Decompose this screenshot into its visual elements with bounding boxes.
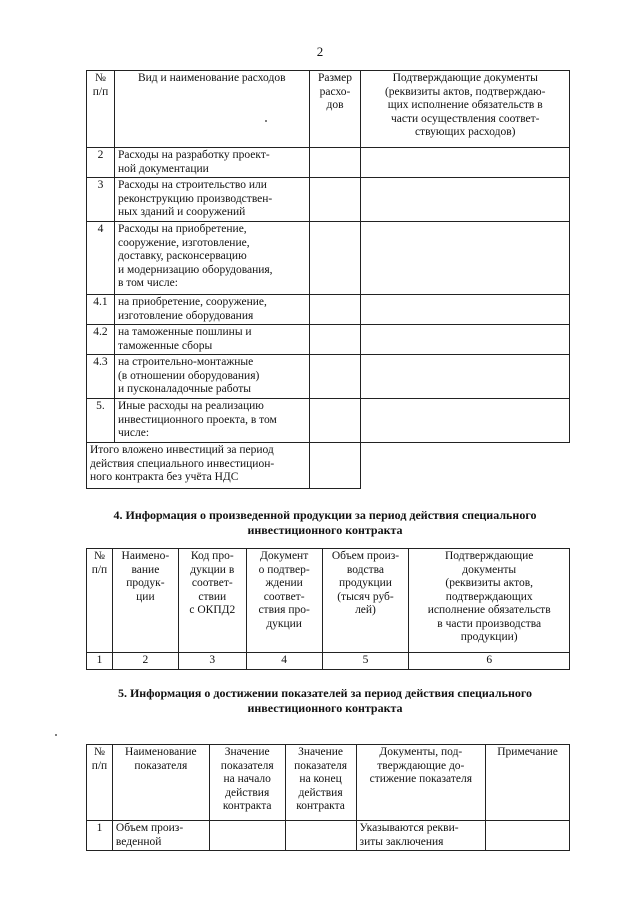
expenses-table [86, 70, 570, 489]
col-number-4: 4 [246, 653, 322, 670]
table-row [87, 295, 570, 325]
table-row [87, 399, 570, 443]
row-number: 5. [87, 399, 115, 443]
col-number-3: 3 [178, 653, 246, 670]
row-docs-cell [361, 295, 570, 325]
section-5-title: 5. Информация о достижении показателей за период действия специального инвестиционного контракта [117, 686, 533, 715]
row-docs-cell [361, 399, 570, 443]
col-number-1: 1 [87, 653, 113, 670]
col-start-value-header: Значение показателя на начало действия контракта [209, 745, 285, 821]
col-product-name-header: Наимено- вание продук- ции [112, 549, 178, 653]
col-number-header: № п/п [87, 71, 115, 148]
row-docs-cell [361, 355, 570, 399]
table-row [87, 821, 570, 851]
row-expense-name: Иные расходы на реализацию инвестиционного проекта, в том числе: [114, 399, 309, 443]
col-okpd2-code-header: Код про- дукции в соответ- ствии с ОКПД2 [178, 549, 246, 653]
table-header-row [87, 549, 570, 653]
col-documents-header: Документы, под- тверждающие до- стижение показателя [356, 745, 486, 821]
total-amount-cell [309, 443, 361, 489]
row-docs-cell [361, 178, 570, 222]
column-number-row [87, 653, 570, 670]
row-number: 3 [87, 178, 115, 222]
page-number: 2 [316, 44, 324, 59]
col-confirming-docs-header: Подтверждающие документы (реквизиты актов, подтверждающих исполнение обязательств в части производства продукции) [409, 549, 570, 653]
products-table [86, 548, 570, 670]
col-production-volume-header: Объем произ- водства продукции (тысяч руб- лей) [322, 549, 409, 653]
col-end-value-header: Значение показателя на конец действия контракта [285, 745, 356, 821]
row-start-value-cell [209, 821, 285, 851]
row-expense-name: Расходы на разработку проект- ной документации [114, 148, 309, 178]
row-number: 4.3 [87, 355, 115, 399]
row-expense-name: на приобретение, сооружение, изготовление оборудования [114, 295, 309, 325]
col-conformity-doc-header: Документ о подтвер- ждении соответ- ствия про- дукции [246, 549, 322, 653]
row-expense-name: на строительно-монтажные (в отношении оборудования) и пусконаладочные работы [114, 355, 309, 399]
row-number: 1 [87, 821, 113, 851]
row-expense-name: Расходы на приобретение, сооружение, изготовление, доставку, расконсервацию и модернизацию оборудования, в том числе: [114, 222, 309, 295]
row-amount-cell [309, 325, 361, 355]
row-amount-cell [309, 355, 361, 399]
scan-speck [55, 734, 57, 736]
col-note-header: Примечание [486, 745, 570, 821]
col-number-5: 5 [322, 653, 409, 670]
row-number: 4.2 [87, 325, 115, 355]
col-number-header: № п/п [87, 549, 113, 653]
row-docs-cell [361, 222, 570, 295]
col-number-2: 2 [112, 653, 178, 670]
row-expense-name: Расходы на строительство или реконструкцию производствен- ных зданий и сооружений [114, 178, 309, 222]
table-row [87, 222, 570, 295]
section-4-title: 4. Информация о произведенной продукции за период действия специального инвестиционного контракта [113, 508, 537, 537]
indicators-table [86, 744, 570, 851]
total-label: Итого вложено инвестиций за период действия специального инвестицион- ного контракта без учёта НДС [87, 443, 310, 489]
total-blank-cell [361, 443, 570, 489]
row-number: 4 [87, 222, 115, 295]
row-amount-cell [309, 399, 361, 443]
row-docs-cell [361, 148, 570, 178]
row-amount-cell [309, 178, 361, 222]
row-amount-cell [309, 148, 361, 178]
col-number-header: № п/п [87, 745, 113, 821]
col-indicator-name-header: Наименование показателя [112, 745, 209, 821]
col-documents-header: Подтверждающие документы (реквизиты актов, подтверждаю- щих исполнение обязательств в части осуществления соответ- ствующих расходов) [361, 71, 570, 148]
row-docs-cell [361, 325, 570, 355]
row-expense-name: на таможенные пошлины и таможенные сборы [114, 325, 309, 355]
table-header-row [87, 71, 570, 148]
table-row [87, 325, 570, 355]
table-header-row [87, 745, 570, 821]
col-amount-header: Размер расхо- дов [309, 71, 361, 148]
table-row [87, 178, 570, 222]
row-number: 2 [87, 148, 115, 178]
table-row [87, 355, 570, 399]
total-row [87, 443, 570, 489]
col-number-6: 6 [409, 653, 570, 670]
table-row [87, 148, 570, 178]
row-indicator-name: Объем произ- веденной [112, 821, 209, 851]
row-amount-cell [309, 295, 361, 325]
row-end-value-cell [285, 821, 356, 851]
row-amount-cell [309, 222, 361, 295]
row-number: 4.1 [87, 295, 115, 325]
row-note-cell [486, 821, 570, 851]
col-expense-type-header: Вид и наименование расходов [114, 71, 309, 148]
row-documents: Указываются рекви- зиты заключения [356, 821, 486, 851]
scan-speck [265, 120, 267, 122]
